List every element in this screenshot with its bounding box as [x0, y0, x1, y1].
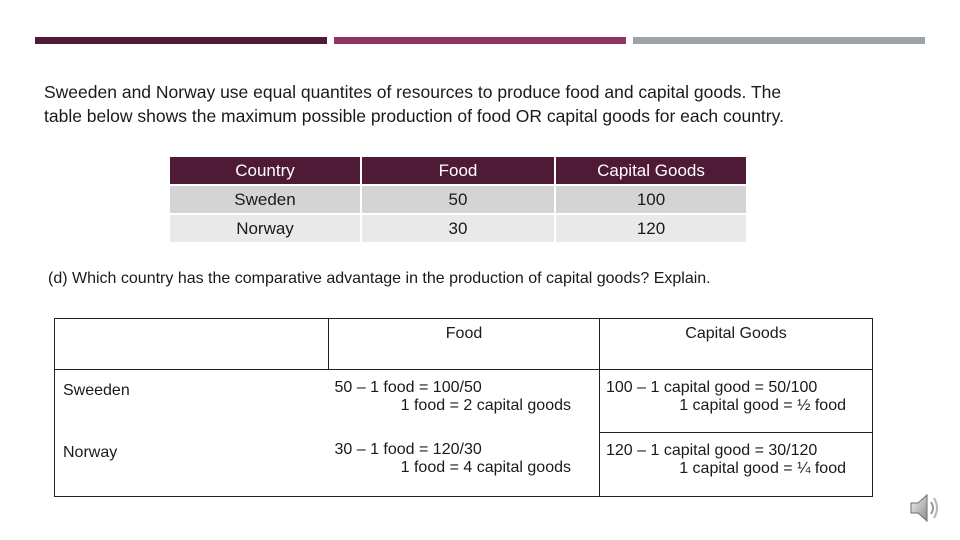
- intro-line-2: table below shows the maximum possible production of food OR capital goods for each country.: [44, 106, 784, 126]
- production-header-row: [170, 157, 746, 184]
- calc-line: 1 food = 4 capital goods: [400, 459, 571, 476]
- cell-country: Norway: [170, 215, 360, 242]
- answer-country: Sweeden: [55, 370, 329, 433]
- calc-line: 30 – 1 food = 120/30: [334, 441, 482, 458]
- table-row: [55, 370, 873, 433]
- decor-bar-right: [633, 37, 925, 44]
- production-table: [168, 155, 748, 244]
- header-country: Country: [170, 157, 360, 184]
- cell-food: 30: [362, 215, 554, 242]
- intro-line-1: Sweeden and Norway use equal quantites of resources to produce food and capital goods. The: [44, 82, 782, 102]
- decor-bar-middle: [334, 37, 626, 44]
- table-row: [170, 186, 746, 213]
- intro-text: [44, 80, 924, 128]
- decor-bar-left: [35, 37, 327, 44]
- speaker-icon[interactable]: [908, 490, 944, 526]
- answer-header-food: Food: [329, 319, 600, 370]
- answer-food-calc: [329, 432, 600, 497]
- calc-line: 1 food = 2 capital goods: [400, 397, 571, 414]
- answer-header-capital-goods: Capital Goods: [600, 319, 873, 370]
- answer-capital-calc: [600, 370, 873, 433]
- calc-line: 50 – 1 food = 100/50: [334, 379, 482, 396]
- cell-country: Sweden: [170, 186, 360, 213]
- answer-food-calc: [329, 370, 600, 433]
- answer-header-blank: [55, 319, 329, 370]
- answer-header-row: [55, 319, 873, 370]
- cell-capital-goods: 100: [556, 186, 746, 213]
- header-food: Food: [362, 157, 554, 184]
- calc-line: 120 – 1 capital good = 30/120: [606, 441, 818, 459]
- table-row: [170, 215, 746, 242]
- calc-line: 1 capital good = ¼ food: [679, 459, 846, 477]
- question-text: (d) Which country has the comparative advantage in the production of capital goods? Explain.: [48, 270, 711, 287]
- answer-capital-calc: [600, 432, 873, 497]
- calc-line: 1 capital good = ½ food: [679, 397, 846, 414]
- header-capital-goods: Capital Goods: [556, 157, 746, 184]
- cell-food: 50: [362, 186, 554, 213]
- answer-table: [54, 318, 873, 497]
- answer-country: Norway: [55, 432, 329, 497]
- cell-capital-goods: 120: [556, 215, 746, 242]
- table-row: [55, 432, 873, 497]
- calc-line: 100 – 1 capital good = 50/100: [606, 379, 818, 396]
